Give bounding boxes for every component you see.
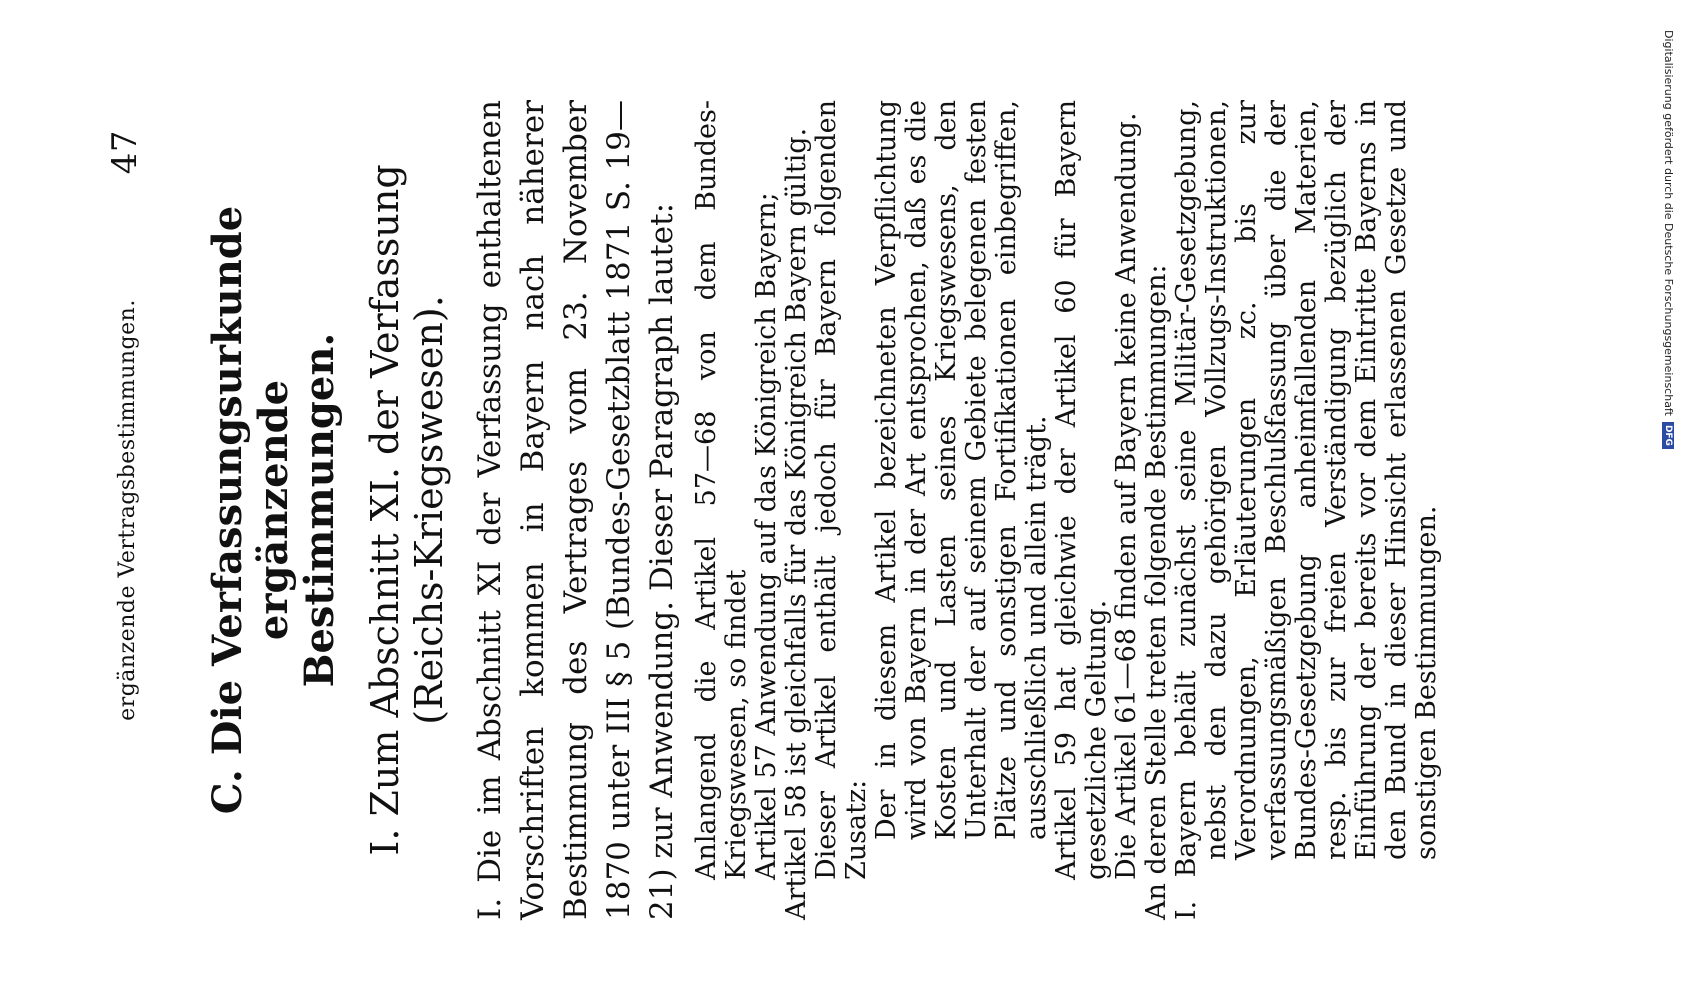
section-title-line2: Bestimmungen. (296, 332, 343, 688)
subsection-title (363, 100, 451, 920)
paragraph-artikel-58: Artikel 58 ist gleichfalls für das Königreich Bayern gültig. (781, 127, 812, 920)
dfg-logo-icon: DFG (1663, 422, 1675, 449)
paragraph-artikel-57: Artikel 57 Anwendung auf das Königreich Bayern; (751, 192, 782, 880)
document-page (105, 80, 1575, 940)
running-head-text: ergänzende Vertragsbestimmungen. (115, 299, 140, 721)
lead-paragraph: I. Die im Abschnitt XI der Verfassung enthaltenen Vorschriften kommen in Bayern nach näherer Bestimmung des Vertrages vom 23. November 1870 unter III § 5 (Bundes-Gesetzblatt 1871 S. 19—21) zur Anwendung. Dieser Paragraph lautet: (472, 100, 680, 920)
page-number: 47 (105, 130, 145, 175)
section-title (205, 100, 343, 920)
paragraph-artikel-61-68: Die Artikel 61—68 finden auf Bayern keine Anwendung. (1111, 112, 1142, 880)
paragraph-zusatz: Dieser Artikel enthält jedoch für Bayern folgenden Zusatz: (811, 100, 872, 880)
subsection-title-line2: (Reichs-Kriegswesen). (407, 295, 451, 725)
section-title-line1: C. Die Verfassungsurkunde ergänzende (204, 205, 297, 815)
running-header (105, 100, 175, 920)
paragraph-verpflichtung: Der in diesem Artikel bezeichneten Verpflichtung wird von Bayern in der Art entsprochen, daß es die Kosten und Lasten seines Kriegswesens, den Unterhalt der auf seinem Gebiete belegenen festen Plätze und sonstigen Fortifikationen einbegriffen, ausschließlich und allein trägt. (871, 100, 1052, 840)
paragraph-bestimmung-1: I. Bayern behält zunächst seine Militär-Gesetzgebung, nebst den dazu gehörigen Vollzugs-Instruktionen, Verordnungen, Erläuterungen zc. bis zur verfassungsmäßigen Beschlußfassung über die der Bundes-Gesetzgebung anheimfallenden Materien, resp. bis zur freien Verständigung bezüglich der Einführung der bereits vor dem Eintritte Bayerns in den Bund in dieser Hinsicht erlassenen Gesetze und sonstigen Bestimmungen. (1171, 100, 1442, 920)
credit-text: Digitalisierung gefördert durch die Deutsche Forschungsgemeinschaft (1662, 30, 1675, 416)
paragraph-artikel-59: Artikel 59 hat gleichwie der Artikel 60 für Bayern gesetzliche Geltung. (1051, 100, 1112, 880)
paragraph-bestimmungen-intro: An deren Stelle treten folgende Bestimmungen: (1141, 264, 1172, 920)
subsection-title-line1: I. Zum Abschnitt XI. der Verfassung (363, 164, 407, 856)
digitization-credit (1662, 30, 1675, 650)
paragraph-kriegswesen: Anlangend die Artikel 57—68 von dem Bundes-Kriegswesen, so findet (691, 100, 752, 880)
